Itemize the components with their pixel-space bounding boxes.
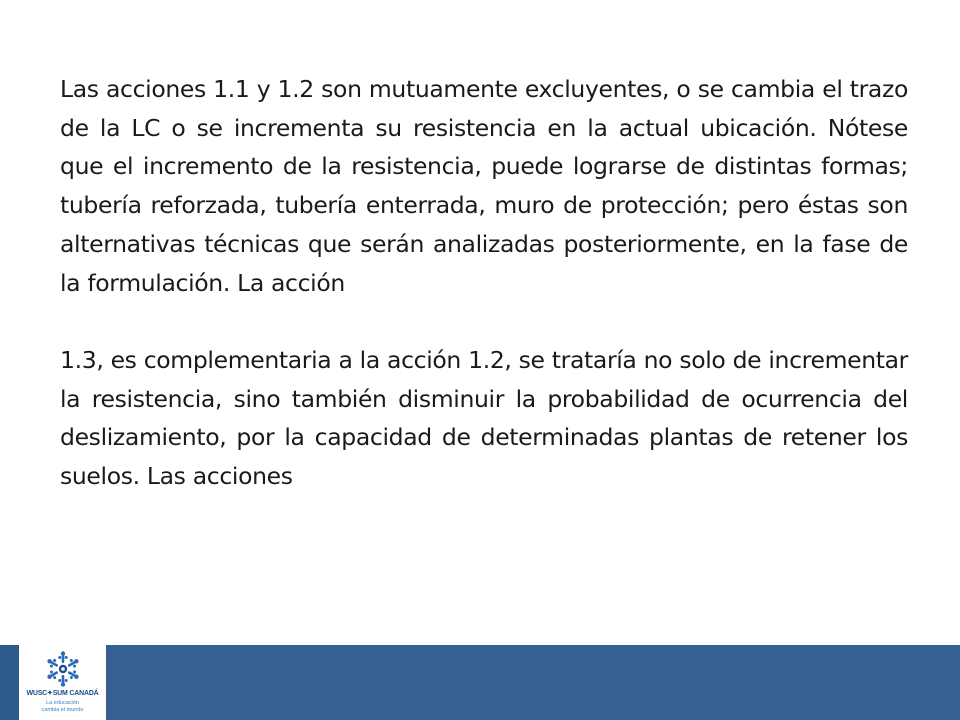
footer-accent-strip (0, 645, 19, 720)
paragraph-1: Las acciones 1.1 y 1.2 son mutuamente excluyentes, o se cambia el trazo de la LC o se incrementa su resistencia en la actual ubicación. Nótese que el incremento de la resistencia, puede lograrse de distintas formas; tubería reforzada, tubería enterrada, muro de protección; pero éstas son alternativas técnicas que serán analizadas posteriormente, en la fase de la formulación. La acción (60, 75, 908, 297)
logo-tagline-line-1: La educación (46, 700, 79, 706)
logo-tagline (19, 700, 106, 713)
wusc-logo (19, 645, 106, 720)
logo-tagline-line-2: cambia el mundo (41, 706, 84, 713)
footer-bar (0, 645, 960, 720)
slide-body (60, 70, 908, 496)
paragraph-2: 1.3, es complementaria a la acción 1.2, se trataría no solo de incrementar la resistencia, sino también disminuir la probabilidad de ocurrencia del deslizamiento, por la capacidad de determinadas plantas de retener los suelos. Las acciones (60, 345, 908, 491)
snowflake-icon (43, 651, 83, 687)
logo-name: WUSC✦SUM CANADÁ (26, 690, 99, 697)
